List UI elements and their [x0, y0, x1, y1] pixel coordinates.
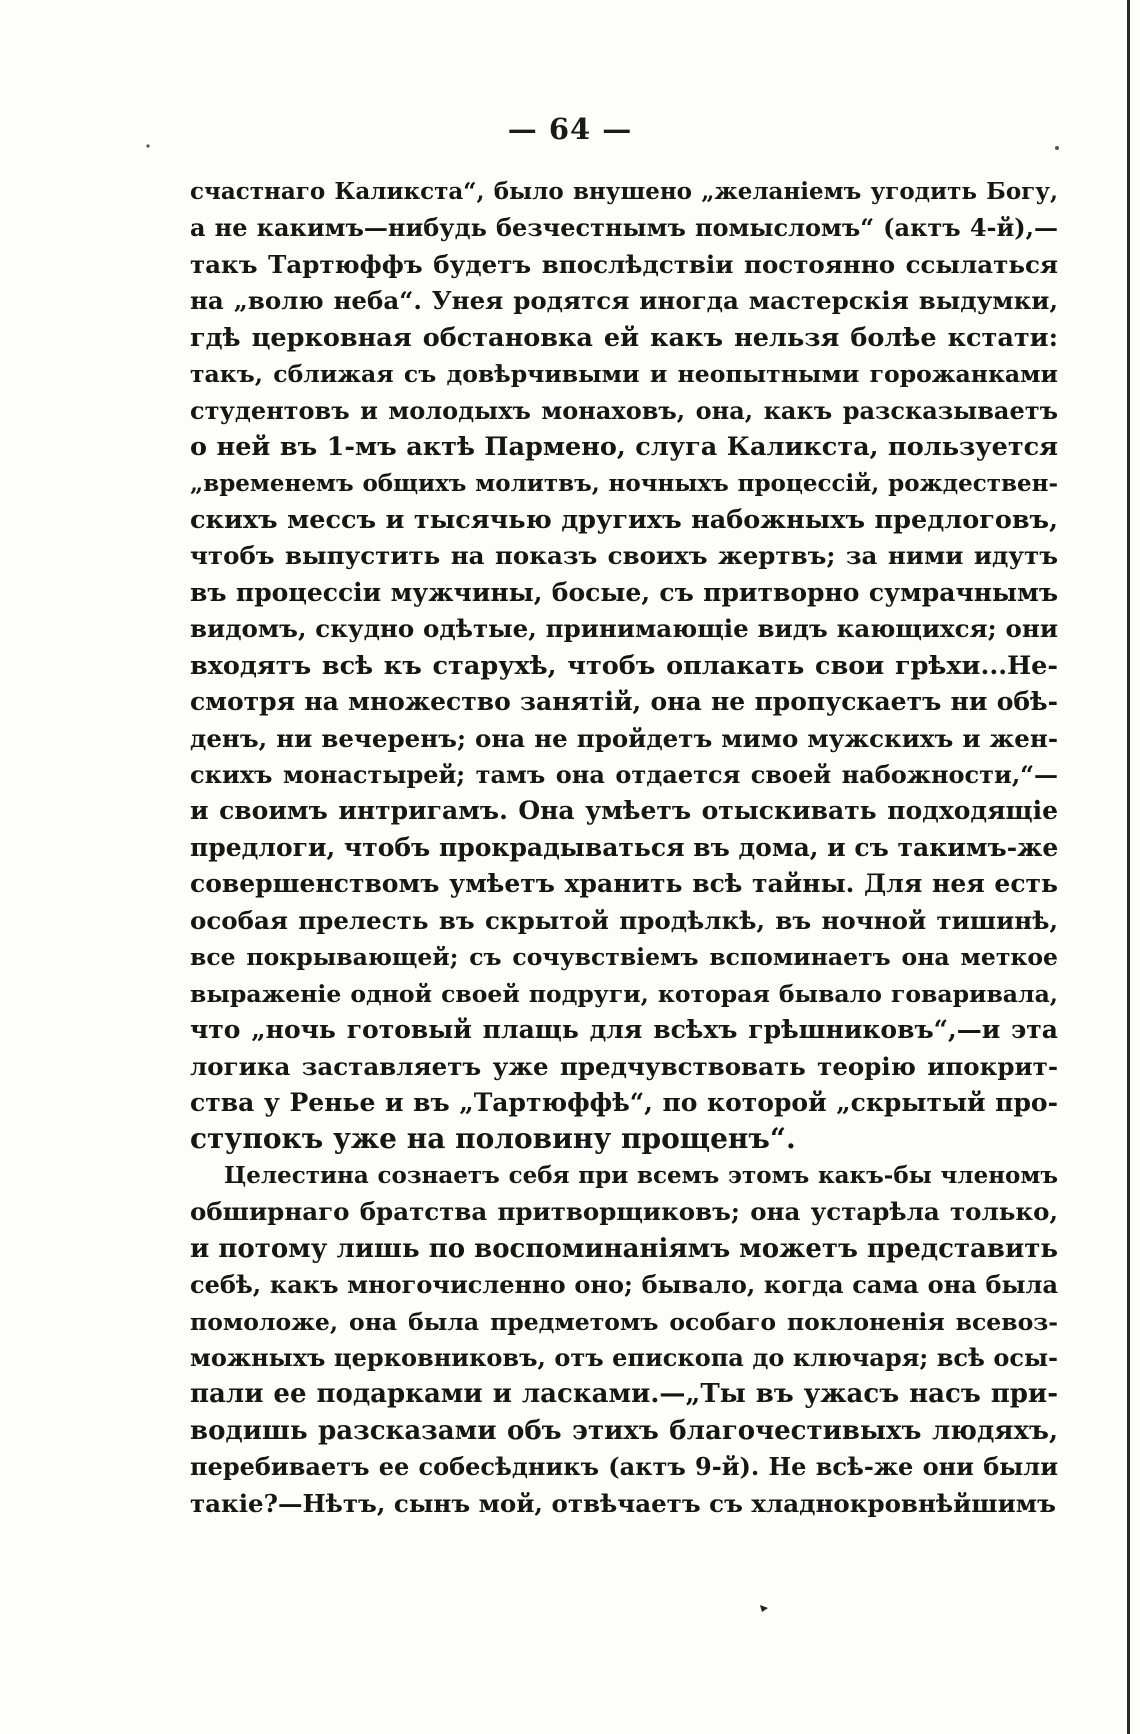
- text-line: смотря на множество занятій, она не пропускаетъ ни обѣ-: [190, 687, 1058, 717]
- text-line: гдѣ церковная обстановка ей какъ нельзя болѣе кстати:: [190, 322, 1058, 353]
- body-text: [190, 174, 1058, 1522]
- text-line: помоложе, она была предметомъ особаго поклоненія всевоз-: [190, 1307, 1058, 1336]
- text-line: чтобъ выпустить на показъ своихъ жертвъ; за ними идутъ: [190, 541, 1058, 571]
- text-line: перебиваетъ ее собесѣдникъ (актъ 9-й). Не всѣ-же они были: [190, 1452, 1058, 1482]
- text-line: себѣ, какъ многочисленно оно; бывало, когда сама она была: [190, 1270, 1058, 1300]
- text-line: можныхъ церковниковъ, отъ епископа до ключаря; всѣ осы-: [190, 1343, 1058, 1372]
- ink-mark: [760, 1605, 768, 1612]
- text-line: въ процессіи мужчины, босые, съ притворно сумрачнымъ: [190, 577, 1058, 607]
- text-line: Целестина сознаетъ себя при всемъ этомъ какъ-бы членомъ: [224, 1161, 1058, 1189]
- text-line: предлоги, чтобъ прокрадываться въ дома, и съ такимъ-же: [190, 832, 1058, 862]
- text-line: что „ночь готовый плащь для всѣхъ грѣшниковъ“,—и эта: [190, 1015, 1058, 1045]
- text-line: ства у Ренье и въ „Тартюффѣ“, по которой „скрытый про-: [190, 1087, 1058, 1117]
- text-line: логика заставляетъ уже предчувствовать теорію ипокрит-: [190, 1051, 1058, 1081]
- text-line: студентовъ и молодыхъ монаховъ, она, какъ разсказываетъ: [190, 395, 1058, 425]
- text-line: выраженіе одной своей подруги, которая бывало говаривала,: [190, 979, 1058, 1008]
- text-line: о ней въ 1-мъ актѣ Пармено, слуга Каликста, пользуется: [190, 432, 1058, 463]
- text-line: такъ Тартюффъ будетъ впослѣдствіи постоянно ссылаться: [190, 249, 1058, 279]
- text-line: обширнаго братства притворщиковъ; она устарѣла только,: [190, 1197, 1058, 1227]
- text-line: водишь разсказами объ этихъ благочестивыхъ людяхъ,: [190, 1415, 1058, 1446]
- text-line: видомъ, скудно одѣтые, принимающіе видъ кающихся; они: [190, 614, 1058, 644]
- text-line: скихъ мессъ и тысячью другихъ набожныхъ предлоговъ,: [190, 504, 1058, 535]
- page-edge-shadow: [1127, 0, 1130, 1734]
- paragraph: [190, 1158, 1058, 1522]
- paper-speck: [1055, 146, 1059, 150]
- text-line: входятъ всѣ къ старухѣ, чтобъ оплакать свои грѣхи...Не-: [190, 650, 1058, 681]
- page-number: — 64 —: [507, 112, 633, 146]
- text-line: совершенствомъ умѣетъ хранить всѣ тайны. Для нея есть: [190, 869, 1058, 899]
- text-line: на „волю неба“. Унея родятся иногда мастерскія выдумки,: [190, 286, 1058, 316]
- text-line: такіе?—Нѣтъ, сынъ мой, отвѣчаетъ съ хладнокровнѣйшимъ: [190, 1488, 1056, 1518]
- text-line: пали ее подарками и ласками.—„Ты въ ужасъ насъ при-: [190, 1379, 1058, 1410]
- text-line: и своимъ интригамъ. Она умѣетъ отыскивать подходящіе: [190, 796, 1058, 826]
- text-line: „временемъ общихъ молитвъ, ночныхъ процессій, рождествен-: [190, 469, 1058, 497]
- text-line: такъ, сближая съ довѣрчивыми и неопытными горожанками: [190, 360, 1058, 389]
- text-line: скихъ монастырей; тамъ она отдается своей набожности,“—: [190, 760, 1058, 789]
- paragraph: [190, 174, 1058, 1158]
- text-line: и потому лишь по воспоминаніямъ можетъ представить: [190, 1233, 1058, 1264]
- text-line: особая прелесть въ скрытой продѣлкѣ, въ ночной тишинѣ,: [190, 905, 1058, 935]
- text-line: все покрывающей; съ сочувствіемъ вспоминаетъ она меткое: [190, 943, 1058, 972]
- text-line: счастнаго Каликста“, было внушено „желаніемъ угодить Богу,: [190, 178, 1058, 205]
- text-line: денъ, ни вечеренъ; она не пройдетъ мимо мужскихъ и жен-: [190, 723, 1058, 753]
- text-line: а не какимъ—нибудь безчестнымъ помысломъ“ (актъ 4-й),—: [190, 213, 1058, 243]
- text-line: ступокъ уже на половину прощенъ“.: [190, 1122, 796, 1156]
